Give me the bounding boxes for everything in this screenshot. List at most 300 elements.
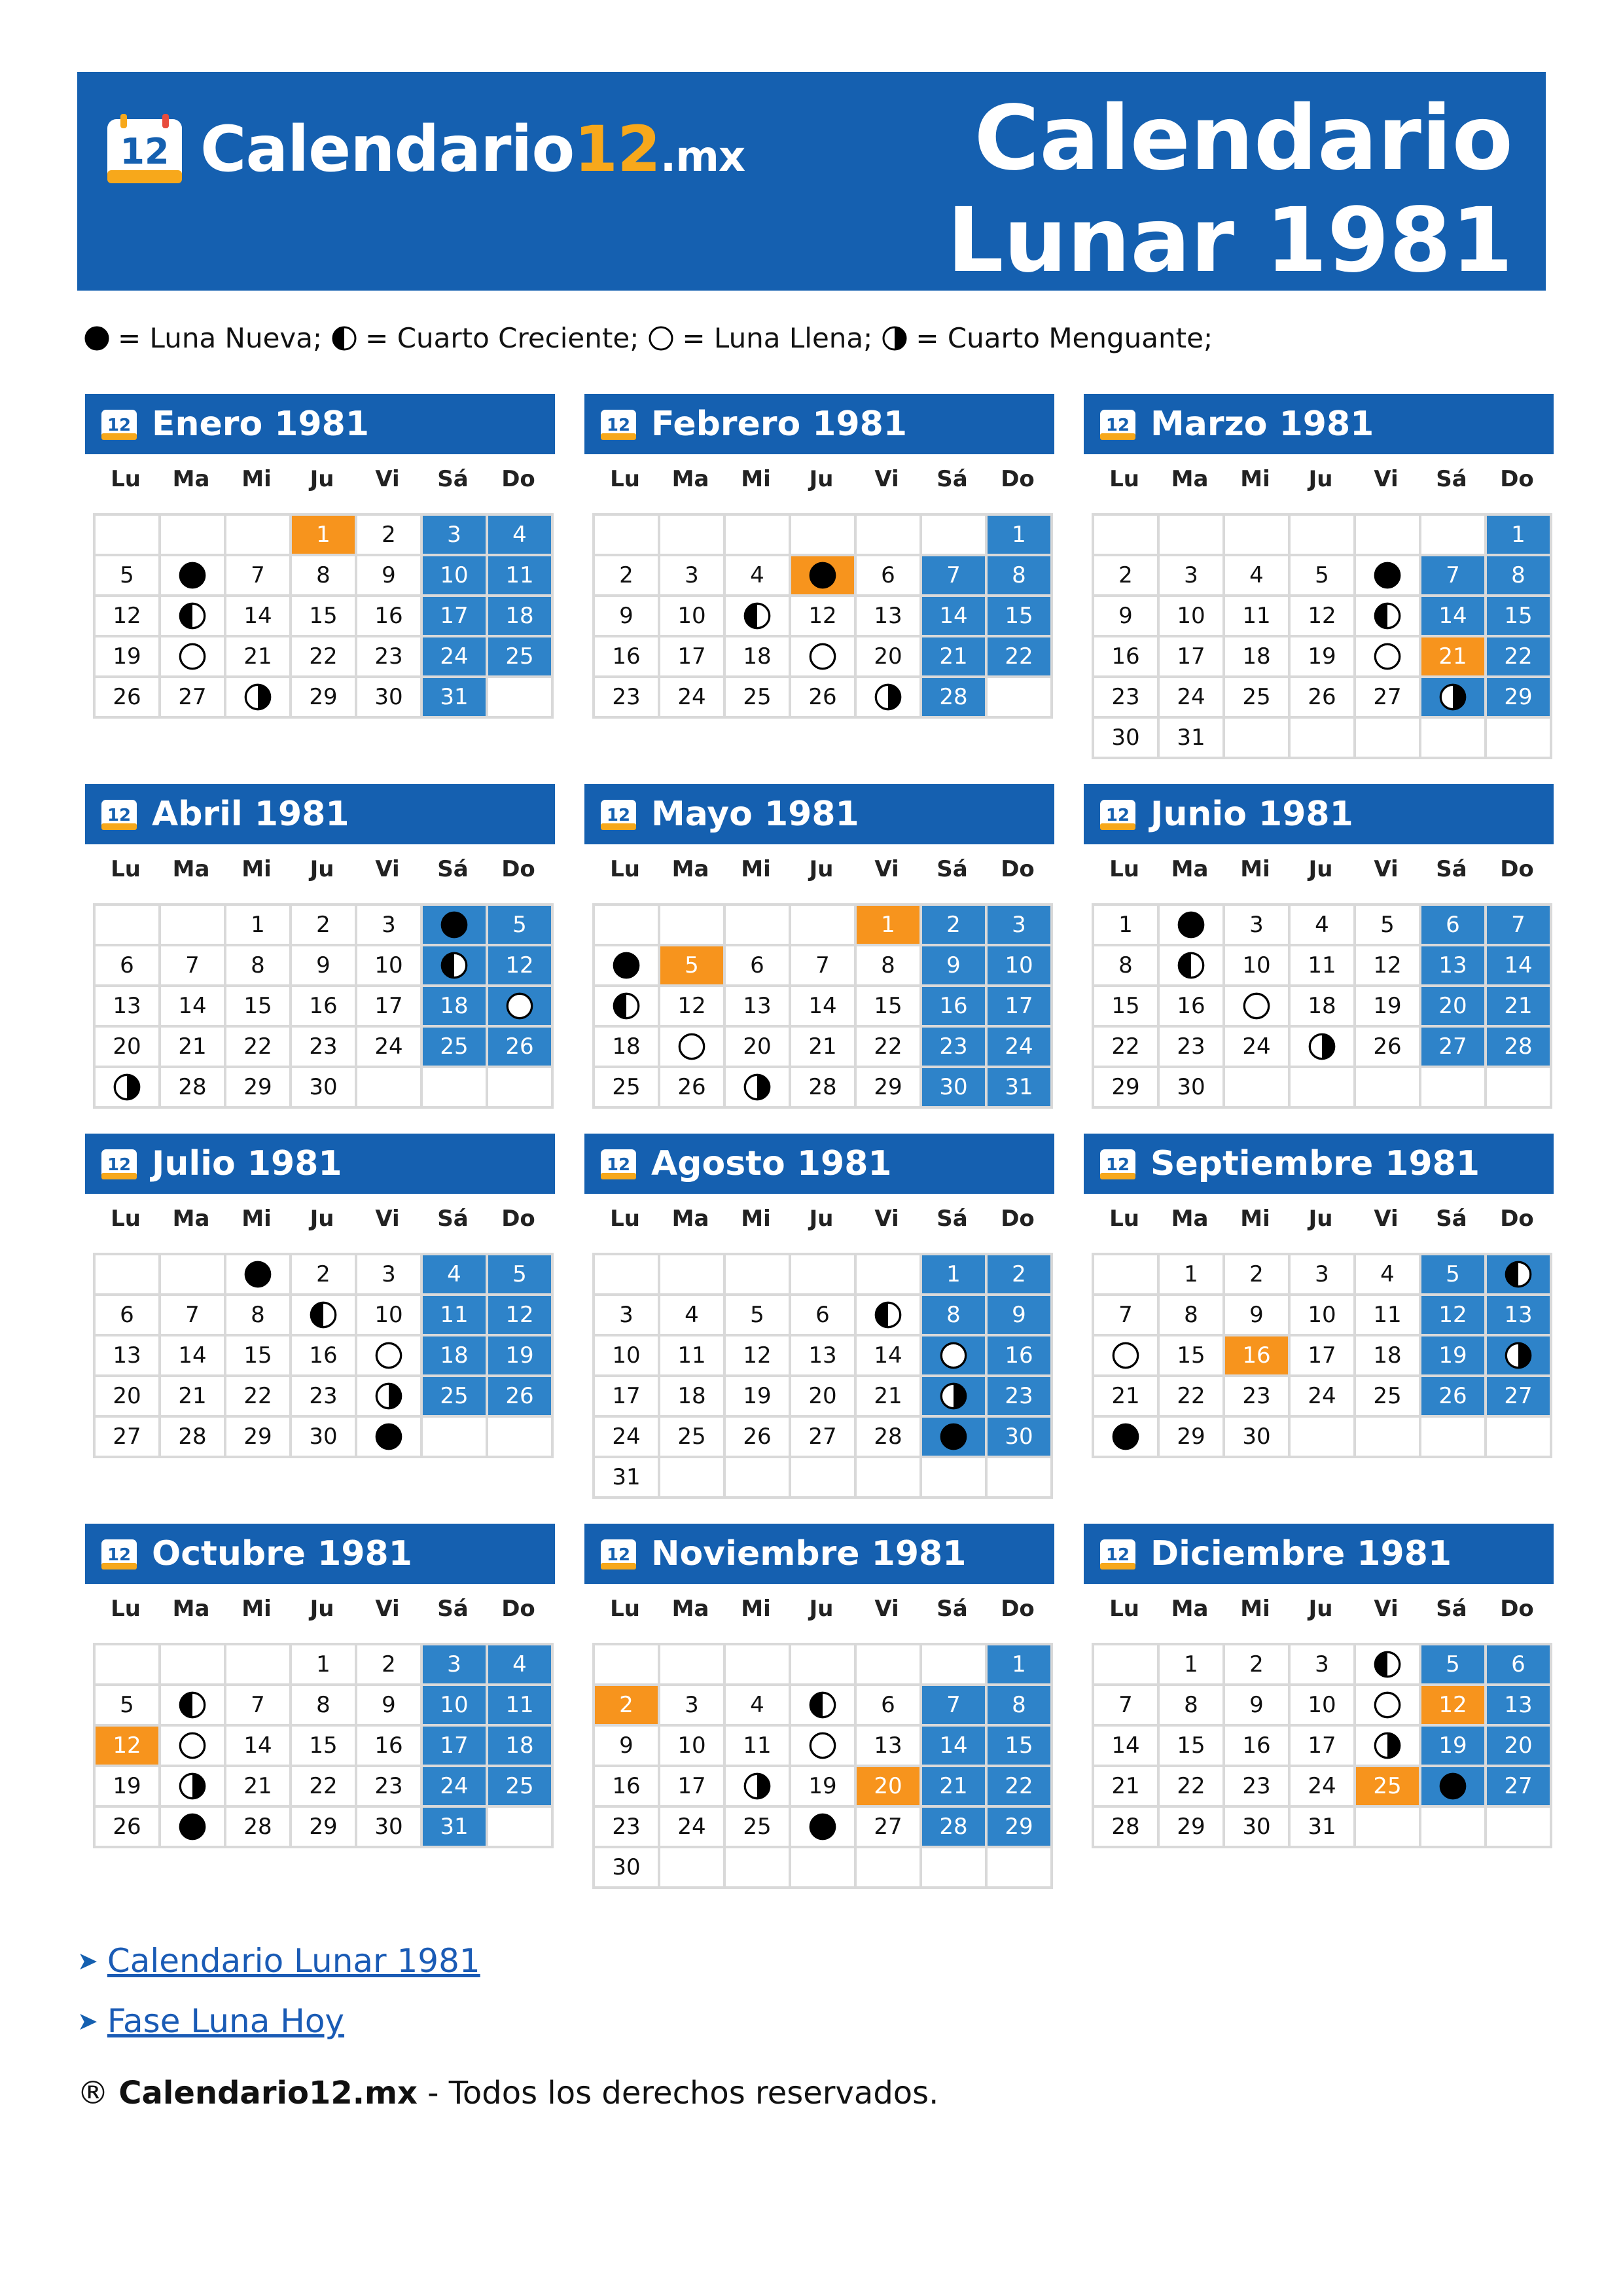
month-title: Agosto 1981: [651, 1144, 892, 1183]
empty-cell: [857, 1645, 922, 1686]
day-number: 6: [815, 1302, 830, 1328]
day-cell: [96, 1686, 161, 1727]
day-number: 14: [243, 1732, 272, 1759]
day-cell: [1225, 1645, 1291, 1686]
day-cell: [1487, 556, 1552, 597]
day-cell: [423, 678, 488, 719]
day-number: 12: [1438, 1692, 1467, 1718]
logo-domain: .mx: [660, 133, 745, 181]
day-cell: [357, 637, 423, 678]
weekday-label: Do: [1001, 1206, 1035, 1232]
svg-text:12: 12: [107, 806, 132, 825]
day-number: 16: [1177, 993, 1205, 1019]
footer-text: - Todos los derechos reservados.: [417, 2075, 939, 2111]
day-cell: [857, 1727, 922, 1767]
empty-cell: [660, 1645, 726, 1686]
day-number: 23: [1177, 1033, 1205, 1060]
day-cell: [226, 987, 292, 1028]
site-logo[interactable]: [106, 110, 745, 188]
day-cell: [857, 1068, 922, 1109]
day-number: 19: [1308, 643, 1336, 670]
day-number: 17: [440, 1732, 469, 1759]
day-cell: [595, 1068, 660, 1109]
day-number: 12: [505, 1302, 534, 1328]
day-number: 10: [1005, 952, 1033, 978]
day-number: 10: [612, 1342, 641, 1369]
day-cell: [1356, 1645, 1421, 1686]
day-cell: [1094, 1296, 1160, 1336]
full-moon-icon: [505, 992, 534, 1020]
link-row-fase: [77, 1991, 480, 2051]
day-number: 24: [374, 1033, 403, 1060]
weekday-label: Lu: [610, 1596, 640, 1622]
svg-text:12: 12: [107, 1155, 132, 1175]
day-number: 11: [505, 562, 534, 588]
full-moon-icon: [1373, 642, 1402, 671]
day-cell: [96, 1336, 161, 1377]
logo-number: 12: [574, 113, 660, 186]
day-cell: [857, 1767, 922, 1808]
day-cell: [488, 946, 554, 987]
day-cell: [488, 516, 554, 556]
day-number: 13: [113, 1342, 141, 1369]
day-cell: [1094, 637, 1160, 678]
month-title: Septiembre 1981: [1150, 1144, 1480, 1183]
arrow-icon: ➤: [77, 2007, 98, 2036]
month-title: Marzo 1981: [1150, 404, 1374, 444]
day-number: 16: [1005, 1342, 1033, 1369]
empty-cell: [595, 1645, 660, 1686]
day-number: 20: [874, 643, 902, 670]
day-number: 12: [113, 1732, 141, 1759]
day-cell: [226, 637, 292, 678]
day-number: 15: [1504, 603, 1533, 629]
full-moon-icon: [648, 325, 674, 351]
day-cell: [1160, 1068, 1225, 1109]
day-number: 1: [1184, 1261, 1198, 1287]
weekday-label: Do: [501, 466, 535, 492]
weekday-label: Vi: [375, 1596, 400, 1622]
day-cell: [922, 1336, 988, 1377]
day-cell: [922, 1028, 988, 1068]
empty-cell: [96, 906, 161, 946]
weekday-header: [592, 1194, 1054, 1244]
day-cell: [1225, 556, 1291, 597]
day-cell: [423, 1727, 488, 1767]
full-moon-icon: [1373, 1691, 1402, 1719]
full-moon-icon: [677, 1032, 706, 1061]
day-cell: [660, 987, 726, 1028]
day-cell: [1487, 946, 1552, 987]
day-number: 23: [1111, 684, 1140, 710]
day-number: 15: [1005, 1732, 1033, 1759]
weekday-label: Lu: [1109, 466, 1139, 492]
day-number: 3: [1012, 912, 1026, 938]
empty-cell: [161, 1255, 226, 1296]
day-cell: [1487, 1336, 1552, 1377]
day-cell: [1291, 906, 1356, 946]
weekday-label: Vi: [375, 466, 400, 492]
empty-cell: [595, 516, 660, 556]
day-cell: [292, 1028, 357, 1068]
day-cell: [1487, 906, 1552, 946]
month-header: [584, 394, 1054, 454]
empty-cell: [1094, 1255, 1160, 1296]
day-number: 13: [1504, 1692, 1533, 1718]
day-cell: [726, 1296, 791, 1336]
day-number: 18: [743, 643, 772, 670]
day-number: 1: [1184, 1651, 1198, 1677]
day-number: 13: [874, 1732, 902, 1759]
day-number: 19: [505, 1342, 534, 1369]
day-number: 7: [1511, 912, 1525, 938]
day-cell: [988, 1808, 1053, 1848]
day-cell: [96, 637, 161, 678]
day-grid: [1092, 1643, 1552, 1848]
weekday-label: Sá: [437, 856, 469, 882]
weekday-label: Ju: [310, 1206, 334, 1232]
day-cell: [1291, 1645, 1356, 1686]
weekday-label: Vi: [874, 1206, 899, 1232]
weekday-header: [93, 1194, 555, 1244]
day-number: 22: [1005, 1773, 1033, 1799]
day-cell: [96, 1068, 161, 1109]
day-cell: [96, 556, 161, 597]
empty-cell: [161, 516, 226, 556]
day-number: 16: [939, 993, 968, 1019]
last-quarter-icon: [1438, 683, 1467, 711]
empty-cell: [1094, 516, 1160, 556]
weekday-label: Ma: [172, 856, 210, 882]
day-number: 28: [939, 1814, 968, 1840]
day-cell: [423, 1767, 488, 1808]
day-cell: [357, 1028, 423, 1068]
day-cell: [1225, 1767, 1291, 1808]
day-cell: [292, 1808, 357, 1848]
day-cell: [922, 946, 988, 987]
day-number: 27: [178, 684, 207, 710]
empty-cell: [1291, 1418, 1356, 1458]
day-cell: [161, 1767, 226, 1808]
empty-cell: [922, 516, 988, 556]
day-cell: [96, 1296, 161, 1336]
last-quarter-icon: [1308, 1032, 1336, 1061]
day-number: 16: [1111, 643, 1140, 670]
day-cell: [660, 1336, 726, 1377]
day-number: 18: [1242, 643, 1271, 670]
day-cell: [660, 1686, 726, 1727]
day-cell: [161, 1377, 226, 1418]
day-cell: [1094, 1727, 1160, 1767]
weekday-label: Sá: [936, 466, 968, 492]
day-cell: [726, 1418, 791, 1458]
empty-cell: [791, 1645, 857, 1686]
empty-cell: [226, 516, 292, 556]
day-cell: [357, 1645, 423, 1686]
day-cell: [857, 1418, 922, 1458]
day-cell: [1160, 1296, 1225, 1336]
legend-label: = Luna Nueva;: [118, 322, 323, 354]
day-cell: [726, 946, 791, 987]
day-cell: [1291, 1808, 1356, 1848]
day-cell: [488, 556, 554, 597]
day-number: 10: [677, 1732, 706, 1759]
new-moon-icon: [178, 1812, 207, 1841]
day-number: 30: [1005, 1424, 1033, 1450]
day-number: 20: [1438, 993, 1467, 1019]
day-cell: [660, 1028, 726, 1068]
day-cell: [226, 1808, 292, 1848]
svg-text:12: 12: [1105, 416, 1130, 435]
empty-cell: [660, 1848, 726, 1889]
day-number: 25: [440, 1383, 469, 1409]
day-number: 6: [120, 1302, 134, 1328]
day-number: 24: [1242, 1033, 1271, 1060]
calendario-lunar-link[interactable]: Calendario Lunar 1981: [107, 1942, 480, 1980]
day-number: 20: [1504, 1732, 1533, 1759]
weekday-label: Mi: [241, 1596, 272, 1622]
weekday-label: Ma: [1171, 466, 1209, 492]
day-cell: [292, 516, 357, 556]
day-cell: [1421, 1727, 1487, 1767]
day-number: 2: [1249, 1651, 1264, 1677]
day-cell: [595, 1727, 660, 1767]
month-calendar: [85, 1134, 555, 1458]
day-cell: [791, 637, 857, 678]
day-number: 8: [1118, 952, 1133, 978]
day-number: 3: [1249, 912, 1264, 938]
day-number: 9: [1249, 1302, 1264, 1328]
day-number: 25: [1373, 1773, 1402, 1799]
day-cell: [791, 1068, 857, 1109]
full-moon-icon: [808, 642, 837, 671]
day-cell: [488, 987, 554, 1028]
logo-wordmark: [200, 113, 745, 186]
day-cell: [226, 1727, 292, 1767]
empty-cell: [96, 516, 161, 556]
calendar-badge-icon: [101, 407, 137, 441]
weekday-header: [1092, 1584, 1554, 1634]
day-cell: [595, 987, 660, 1028]
weekday-header: [1092, 454, 1554, 504]
weekday-label: Lu: [1109, 1596, 1139, 1622]
day-number: 10: [677, 603, 706, 629]
day-number: 5: [685, 952, 699, 978]
day-cell: [96, 597, 161, 637]
day-cell: [595, 597, 660, 637]
day-cell: [1356, 1686, 1421, 1727]
weekday-label: Lu: [1109, 856, 1139, 882]
day-cell: [660, 1418, 726, 1458]
day-number: 9: [1249, 1692, 1264, 1718]
last-quarter-icon: [113, 1073, 141, 1102]
day-number: 22: [1111, 1033, 1140, 1060]
weekday-label: Ju: [809, 1206, 834, 1232]
day-cell: [488, 597, 554, 637]
day-number: 2: [619, 562, 633, 588]
day-number: 11: [1373, 1302, 1402, 1328]
day-cell: [988, 597, 1053, 637]
day-number: 17: [612, 1383, 641, 1409]
day-cell: [1094, 719, 1160, 759]
day-number: 3: [1315, 1651, 1329, 1677]
day-cell: [1225, 1336, 1291, 1377]
day-number: 7: [185, 952, 200, 978]
empty-cell: [988, 678, 1053, 719]
svg-text:12: 12: [1105, 806, 1130, 825]
day-cell: [660, 1767, 726, 1808]
day-cell: [857, 987, 922, 1028]
empty-cell: [857, 1255, 922, 1296]
day-number: 8: [1012, 562, 1026, 588]
day-cell: [595, 946, 660, 987]
day-cell: [857, 1377, 922, 1418]
day-cell: [660, 597, 726, 637]
day-number: 5: [512, 1261, 527, 1287]
day-number: 1: [1012, 1651, 1026, 1677]
day-cell: [726, 1068, 791, 1109]
weekday-label: Ju: [310, 1596, 334, 1622]
day-cell: [488, 1727, 554, 1767]
day-number: 6: [750, 952, 764, 978]
day-cell: [488, 1767, 554, 1808]
day-cell: [292, 987, 357, 1028]
day-cell: [96, 1808, 161, 1848]
day-cell: [988, 1028, 1053, 1068]
svg-text:12: 12: [606, 1545, 631, 1565]
day-number: 13: [113, 993, 141, 1019]
day-cell: [488, 1336, 554, 1377]
svg-text:12: 12: [606, 806, 631, 825]
legend-label: = Luna Llena;: [682, 322, 873, 354]
day-number: 26: [505, 1033, 534, 1060]
day-number: 30: [374, 684, 403, 710]
month-title: Diciembre 1981: [1150, 1534, 1452, 1573]
day-cell: [1094, 1767, 1160, 1808]
day-cell: [1225, 1255, 1291, 1296]
empty-cell: [660, 516, 726, 556]
day-number: 7: [251, 1692, 265, 1718]
month-calendar: [85, 784, 555, 1109]
weekday-label: Mi: [741, 856, 771, 882]
day-number: 15: [874, 993, 902, 1019]
empty-cell: [1356, 1808, 1421, 1848]
weekday-label: Sá: [936, 1596, 968, 1622]
empty-cell: [96, 1255, 161, 1296]
svg-text:12: 12: [1105, 1155, 1130, 1175]
day-number: 9: [382, 1692, 396, 1718]
day-cell: [1487, 678, 1552, 719]
day-number: 15: [1005, 603, 1033, 629]
day-cell: [226, 556, 292, 597]
day-cell: [96, 678, 161, 719]
day-number: 17: [1308, 1732, 1336, 1759]
weekday-label: Lu: [111, 1206, 141, 1232]
day-cell: [1356, 678, 1421, 719]
day-number: 28: [178, 1074, 207, 1100]
day-number: 7: [1446, 562, 1460, 588]
day-cell: [357, 1296, 423, 1336]
day-cell: [1094, 1418, 1160, 1458]
day-number: 23: [1005, 1383, 1033, 1409]
day-cell: [595, 1848, 660, 1889]
empty-cell: [1421, 1808, 1487, 1848]
calendar-badge-icon: [101, 1537, 137, 1571]
day-cell: [1094, 1377, 1160, 1418]
day-number: 13: [808, 1342, 837, 1369]
empty-cell: [1421, 1418, 1487, 1458]
day-number: 14: [939, 1732, 968, 1759]
day-number: 28: [178, 1424, 207, 1450]
day-cell: [857, 1336, 922, 1377]
empty-cell: [791, 1255, 857, 1296]
day-cell: [726, 1808, 791, 1848]
day-number: 31: [1308, 1814, 1336, 1840]
day-cell: [857, 678, 922, 719]
weekday-label: Ma: [172, 1206, 210, 1232]
day-number: 1: [251, 912, 265, 938]
day-cell: [1291, 597, 1356, 637]
day-cell: [96, 1727, 161, 1767]
day-number: 24: [1308, 1773, 1336, 1799]
day-number: 23: [1242, 1773, 1271, 1799]
weekday-label: Vi: [874, 1596, 899, 1622]
weekday-label: Do: [501, 1206, 535, 1232]
month-header: [584, 1134, 1054, 1194]
fase-luna-hoy-link[interactable]: Fase Luna Hoy: [107, 2002, 345, 2040]
day-cell: [488, 906, 554, 946]
month-title: Mayo 1981: [651, 795, 859, 834]
month-header: [584, 1524, 1054, 1584]
day-cell: [726, 1028, 791, 1068]
month-calendar: [85, 394, 555, 719]
empty-cell: [857, 1458, 922, 1499]
day-cell: [595, 556, 660, 597]
month-title: Enero 1981: [152, 404, 370, 444]
day-cell: [988, 1686, 1053, 1727]
day-cell: [791, 946, 857, 987]
day-grid: [1092, 1253, 1552, 1458]
day-cell: [1160, 1418, 1225, 1458]
empty-cell: [595, 906, 660, 946]
empty-cell: [1356, 719, 1421, 759]
day-cell: [161, 556, 226, 597]
calendar-badge-icon: [600, 1147, 637, 1181]
weekday-label: Do: [1500, 1596, 1534, 1622]
day-number: 31: [612, 1464, 641, 1490]
day-number: 26: [113, 684, 141, 710]
new-moon-icon: [84, 325, 110, 351]
weekday-label: Lu: [111, 466, 141, 492]
empty-cell: [1356, 1068, 1421, 1109]
day-number: 10: [440, 562, 469, 588]
day-number: 7: [1118, 1692, 1133, 1718]
weekday-label: Do: [1001, 1596, 1035, 1622]
day-cell: [292, 1068, 357, 1109]
first-quarter-icon: [309, 1300, 338, 1329]
empty-cell: [1421, 516, 1487, 556]
day-cell: [161, 1808, 226, 1848]
day-number: 13: [874, 603, 902, 629]
day-cell: [1160, 556, 1225, 597]
weekday-header: [1092, 844, 1554, 894]
day-cell: [1421, 637, 1487, 678]
day-cell: [922, 1418, 988, 1458]
day-cell: [1356, 1377, 1421, 1418]
day-number: 9: [316, 952, 330, 978]
month-title: Junio 1981: [1150, 795, 1353, 834]
day-number: 21: [178, 1033, 207, 1060]
